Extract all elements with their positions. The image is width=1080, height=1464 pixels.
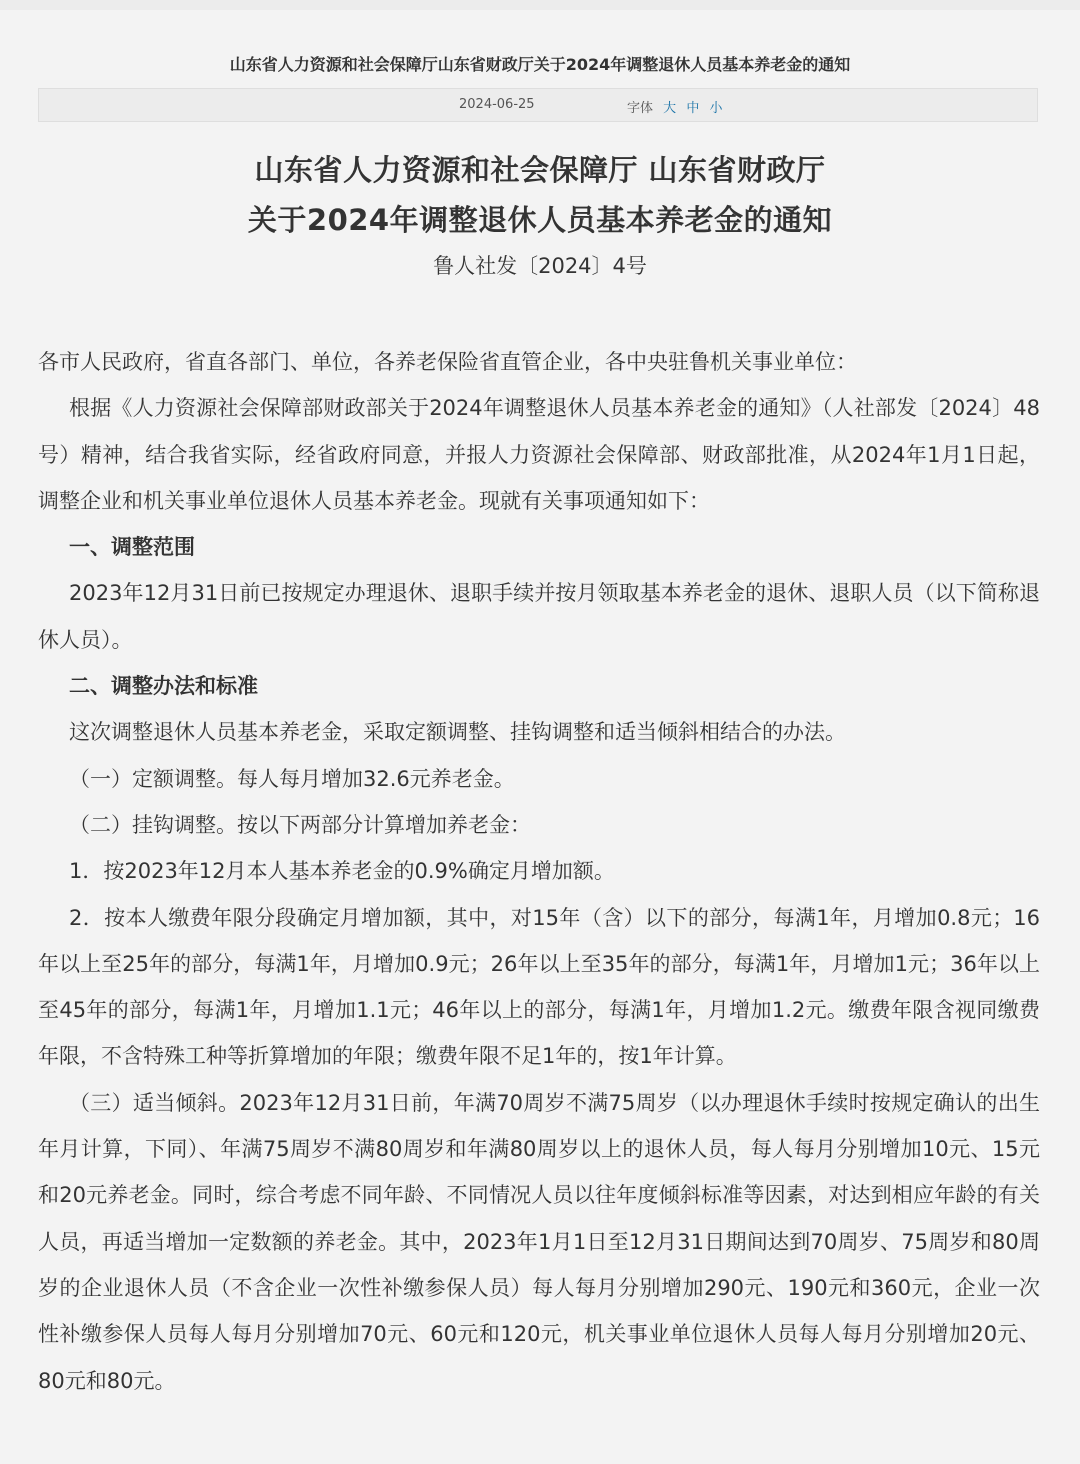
font-size-medium-link[interactable]: 中 <box>686 101 700 116</box>
item-linked-adjustment: （二）挂钩调整。按以下两部分计算增加养老金： <box>69 812 531 837</box>
section-method-intro: 这次调整退休人员基本养老金，采取定额调整、挂钩调整和适当倾斜相结合的办法。 <box>69 720 846 745</box>
font-size-selector <box>627 97 722 116</box>
top-strip <box>0 0 1080 10</box>
meta-bar <box>38 88 1038 122</box>
item-linked-part2: 2．按本人缴费年限分段确定月增加额，其中，对15年（含）以下的部分，每满1年，月增加0.8元；16年以上至25年的部分，每满1年，月增加0.9元；26年以上至35年的部分，每满1年，月增加1元；36年以上至45年的部分，每满1年，月增加1.1元；46年以上的部分，每满1年，月增加1.2元。缴费年限含视同缴费年限，不含特殊工种等折算增加的年限；缴费年限不足1年的，按1年计算。 <box>38 905 1040 1069</box>
item-fixed-adjustment: （一）定额调整。每人每月增加32.6元养老金。 <box>69 766 515 791</box>
item-linked-part1: 1．按2023年12月本人基本养老金的0.9%确定月增加额。 <box>69 859 615 884</box>
section-heading-method: 二、调整办法和标准 <box>69 674 258 699</box>
section-scope-text: 2023年12月31日前已按规定办理退休、退职手续并按月领取基本养老金的退休、退职人员（以下简称退休人员）。 <box>38 581 1040 652</box>
document-body <box>38 339 1040 1404</box>
font-size-large-link[interactable]: 大 <box>663 101 677 116</box>
salutation: 各市人民政府，省直各部门、单位，各养老保险省直管企业，各中央驻鲁机关事业单位： <box>38 350 857 374</box>
document-title-line1: 山东省人力资源和社会保障厅 山东省财政厅 <box>254 153 826 187</box>
section-heading-scope: 一、调整范围 <box>69 535 195 560</box>
document-number: 鲁人社发〔2024〕4号 <box>433 254 647 278</box>
document-title-line2: 关于2024年调整退休人员基本养老金的通知 <box>247 203 833 237</box>
intro-paragraph: 根据《人力资源社会保障部财政部关于2024年调整退休人员基本养老金的通知》（人社部发〔2024〕48号）精神，结合我省实际，经省政府同意，并报人力资源社会保障部、财政部批准，从2024年1月1日起，调整企业和机关事业单位退休人员基本养老金。现就有关事项通知如下： <box>38 396 1040 513</box>
item-tilted-adjustment: （三）适当倾斜。2023年12月31日前，年满70周岁不满75周岁（以办理退休手续时按规定确认的出生年月计算，下同）、年满75周岁不满80周岁和年满80周岁以上的退休人员，每人每月分别增加10元、15元和20元养老金。同时，综合考虑不同年龄、不同情况人员以往年度倾斜标准等因素，对达到相应年龄的有关人员，再适当增加一定数额的养老金。其中，2023年1月1日至12月31日期间达到70周岁、75周岁和80周岁的企业退休人员（不含企业一次性补缴参保人员）每人每月分别增加290元、190元和360元，企业一次性补缴参保人员每人每月分别增加70元、60元和120元，机关事业单位退休人员每人每月分别增加20元、80元和80元。 <box>38 1090 1040 1393</box>
font-size-label: 字体 <box>627 101 654 116</box>
page-title: 山东省人力资源和社会保障厅山东省财政厅关于2024年调整退休人员基本养老金的通知 <box>229 55 851 74</box>
font-size-small-link[interactable]: 小 <box>709 101 723 116</box>
publish-date: 2024-06-25 <box>459 97 535 112</box>
